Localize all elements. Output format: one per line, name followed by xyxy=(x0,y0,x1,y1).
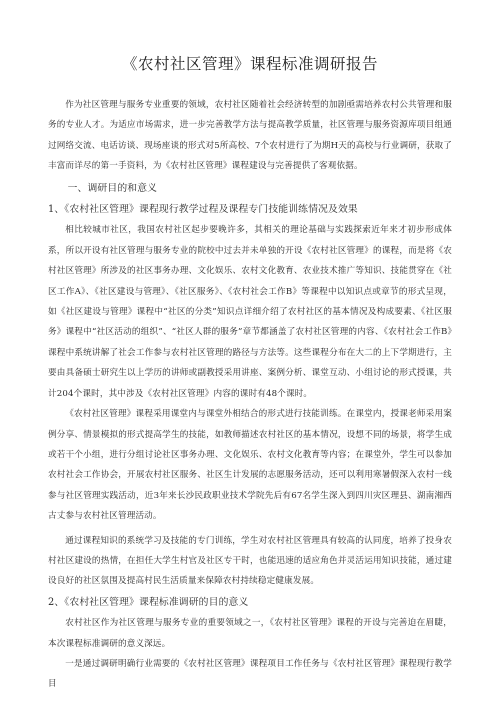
subsection-heading-1: 1、《农村社区管理》课程现行教学过程及课程专门技能训练情况及效果 xyxy=(48,204,358,216)
body-paragraph-3: 《农村社区管理》课程采用课堂内与课堂外相结合的形式进行技能训练。在课堂内，授课老师采用案例分享、情景模拟的形式提高学生的技能，如教师描述农村社区的基本情况，设想不同的场景，将学生成或若干个小组，进行分组讨论社区事务办理、文化娱乐、农村文化教育等内容；在课堂外，学生可以参加农村社会工作协会，开展农村社区服务、社区生计发展的志愿服务活动，还可以利用寒暑假深入农村一线参与社区管理实践活动，近3年来长沙民政职业技术学院先后有67名学生深入到四川灾区理县、湖南湘西古丈参与农村社区管理活动。 xyxy=(48,409,452,522)
body-paragraph-4: 通过课程知识的系统学习及技能的专门训练，学生对农村社区管理具有较高的认同度，培养了投身农村社区建设的热情，在担任大学生村官及社区专干时，也能迅速的适应角色并灵活运用知识技能，通过建设良好的社区氛围及提高村民生活质量来保障农村持续稳定健康发展。 xyxy=(48,535,452,587)
body-paragraph-2: 相比较城市社区，我国农村社区起步要晚许多，其相关的理论基础与实践探索近年来才初步形成体系，所以开设有社区管理与服务专业的院校中过去并未单独的开设《农村社区管理》的课程，而是将《农村社区管理》所涉及的社区事务办理、文化娱乐、农村文化教育、农业技术推广等知识、技能贯穿在《社区工作A》、《社区建设与管理》、《社区服务》、《农村社会工作B》等课程中以知识点或章节的形式呈现，如《社区建设与管理》课程中“社区的分类”知识点详细介绍了农村社区的基本情况及构成要素、《社区服务》课程中“社区活动的组织”、“社区人群的服务”章节都涵盖了农村社区管理的内容、《农村社会工作B》课程中系统讲解了社会工作参与农村社区管理的路径与方法等。这些课程分布在大二的上下学期进行，主要由具备硕士研究生以上学历的讲师或副教授采用讲座、案例分析、课堂互动、小组讨论的形式授课，共计204个课时，其中涉及《农村社区管理》内容的课时有48个课时。 xyxy=(48,225,452,399)
intro-paragraph: 作为社区管理与服务专业重要的领域，农村社区随着社会经济转型的加剧亟需培养农村公共管理和服务的专业人才。为适应市场需求，进一步完善教学方法与提高教学质量，社区管理与服务资源库项目组通过网络交流、电话访谈、现场座谈的形式对5所高校、7个农村进行了为期H天的高校与行业调研，获取了丰富而详尽的第一手资料，为《农村社区管理》课程建设与完善提供了客观依据。 xyxy=(48,100,452,172)
report-title: 《农村社区管理》课程标准调研报告 xyxy=(121,55,378,73)
subsection-heading-2: 2、《农村社区管理》课程标准调研的目的意义 xyxy=(48,596,249,608)
report-body xyxy=(48,95,452,695)
body-paragraph-5: 农村社区作为社区管理与服务专业的重要领域之一，《农村社区管理》课程的开设与完善迫在眉睫，本次课程标准调研的意义深远。 xyxy=(48,618,452,649)
section-heading-1: 一、调研目的和意义 xyxy=(67,182,158,194)
body-paragraph-6: 一是通过调研明确行业需要的《农村社区管理》课程项目工作任务与《农村社区管理》课程现行教学目 xyxy=(48,658,452,690)
